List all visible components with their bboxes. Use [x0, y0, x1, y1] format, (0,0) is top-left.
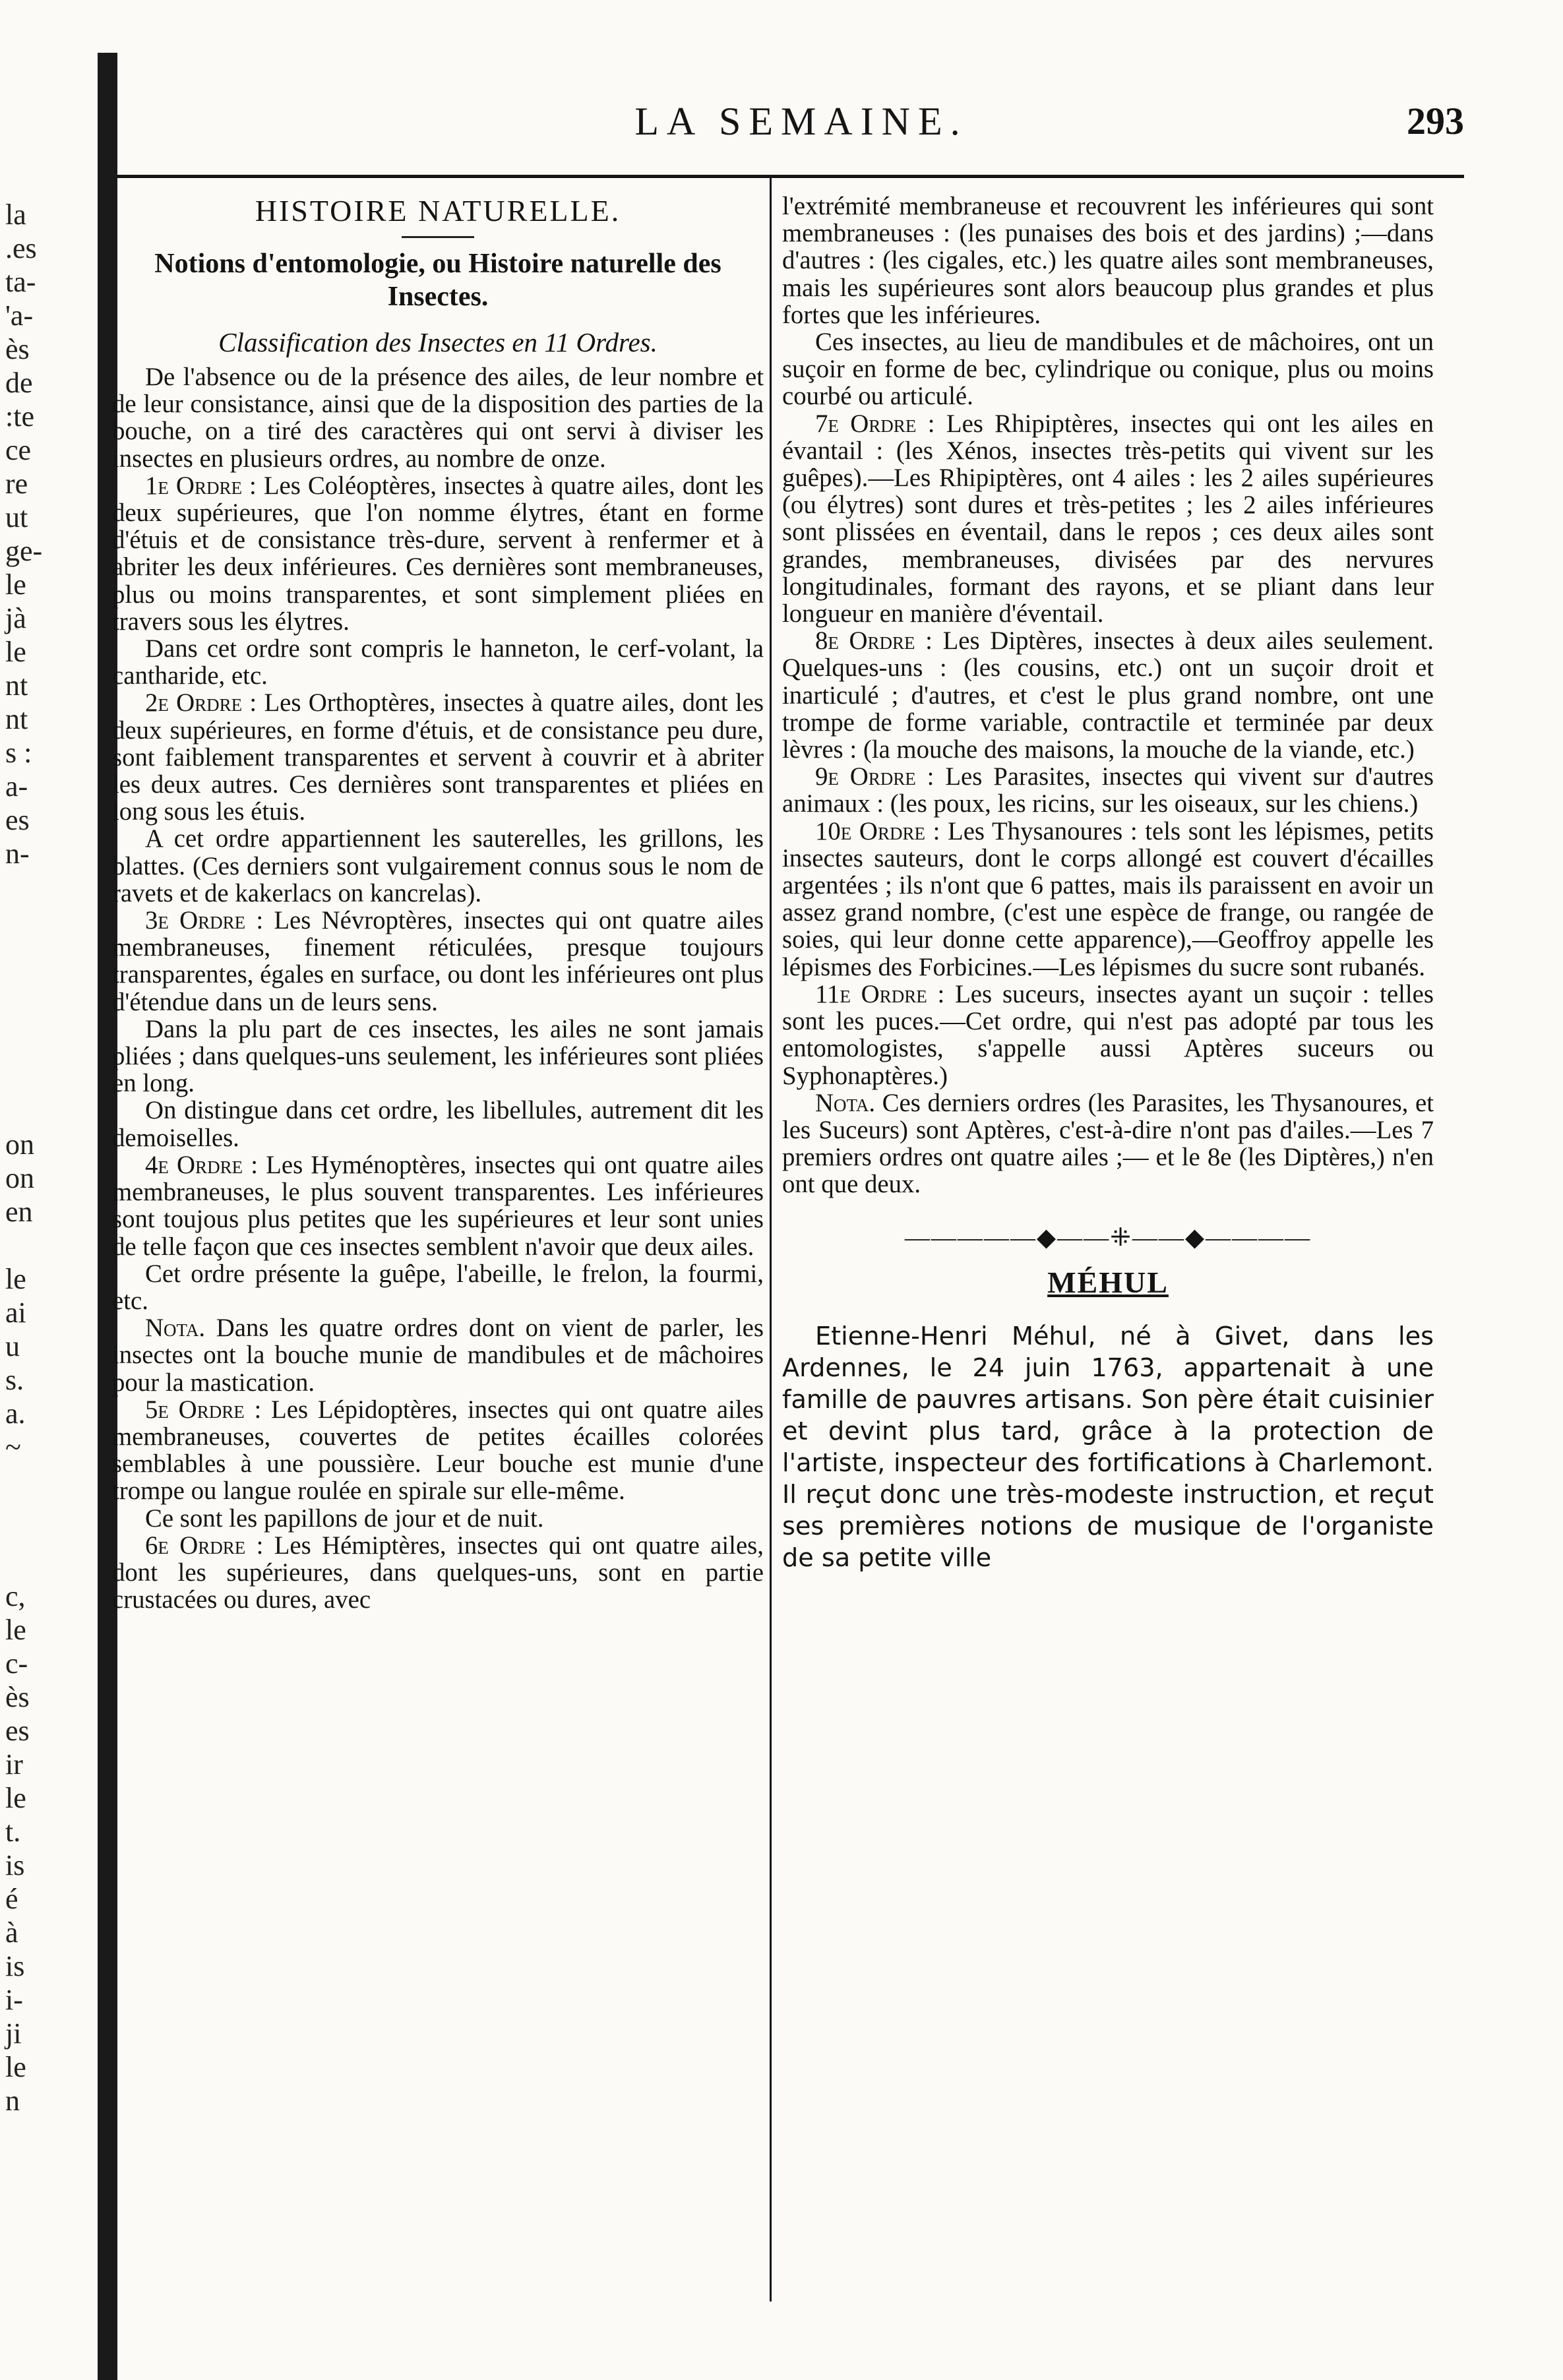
order-label: 7e Ordre :: [815, 409, 935, 438]
margin-fragment: is: [5, 1950, 25, 1982]
margin-fragment: ai: [5, 1297, 26, 1329]
margin-fragment: nt: [5, 703, 28, 735]
paragraph: [112, 363, 764, 472]
margin-fragment: ge-: [5, 535, 43, 567]
paragraph-text: On distingue dans cet ordre, les libellules, autrement dit les demoiselles.: [112, 1096, 764, 1152]
article-title: Notions d'entomologie, ou Histoire naturelle des Insectes.: [154, 249, 721, 312]
paragraph-text: Les Diptères, insectes à deux ailes seulement. Quelques-uns : (les cousins, etc.) ont un suçoir droit et inarticulé ; d'autres, et c'est le plus grand nombre, ont une trompe de forme variable, contractile et terminée par deux lèvres : (la mouche des maisons, la mouche de la viande, etc.): [782, 626, 1434, 764]
paragraph: [112, 635, 764, 689]
paragraph-text: A cet ordre appartiennent les sauterelles, les grillons, les blattes. (Ces derniers sont vulgairement connus sous le nom de ravets et de kakerlacs on kancrelas).: [112, 824, 764, 907]
margin-fragment: t.: [5, 1816, 21, 1848]
margin-fragment: ji: [5, 2017, 22, 2050]
paragraph-text: Les Parasites, insectes qui vivent sur d'autres animaux : (les poux, les ricins, sur les oiseaux, sur les chiens.): [782, 762, 1434, 818]
paragraph-text: Ce sont les papillons de jour et de nuit.: [145, 1504, 544, 1533]
order-label: 10e Ordre :: [815, 816, 940, 845]
paragraph: [112, 1314, 764, 1396]
paragraph-text: Les Hyménoptères, insectes qui ont quatre ailes membraneuses, le plus souvent transparentes. Les inférieures sont toujous plus petites que les supérieures et leur sont unies de telle façon que ces insectes semblent n'avoir que deux ailes.: [112, 1150, 764, 1261]
paragraph-text: Ces derniers ordres (les Parasites, les Thysanoures, et les Suceurs) sont Aptères, c'est-à-dire n'ont pas d'ailes.—Les 7 premiers ordres ont quatre ailes ;— et le 8e (les Diptères,) n'en ont que deux.: [782, 1088, 1434, 1199]
right-paragraphs: [782, 193, 1434, 1198]
paragraph: [782, 328, 1434, 410]
margin-fragment: à: [5, 1916, 18, 1949]
paragraph: [112, 689, 764, 825]
margin-fragment: c,: [5, 1580, 26, 1612]
paragraph-text: Les Orthoptères, insectes à quatre ailes, dont les deux supérieures, en forme d'étuis, et de consistance peu dure, sont faiblement transparentes et servent à couvrir et à abriter les deux autres. Ces dernières sont transparentes et pliées en long sous les étuis.: [112, 688, 764, 826]
margin-fragment: é: [5, 1883, 18, 1915]
margin-fragment: le: [5, 636, 26, 668]
paragraph: [112, 1016, 764, 1097]
paragraph: [112, 1260, 764, 1314]
paragraph-text: Les Hémiptères, insectes qui ont quatre ailes, dont les supérieures, dans quelques-uns, sont en partie crustacées ou dures, avec: [112, 1531, 764, 1614]
order-label: 2e Ordre :: [145, 688, 257, 717]
paragraph: [782, 410, 1434, 628]
paragraph-text: Cet ordre présente la guêpe, l'abeille, le frelon, la fourmi, etc.: [112, 1259, 764, 1315]
order-label: 6e Ordre :: [145, 1531, 264, 1560]
order-label: 1e Ordre :: [145, 471, 257, 500]
running-head: [138, 99, 1464, 152]
margin-fragment: s.: [5, 1364, 24, 1396]
paragraph-text: De l'absence ou de la présence des ailes, de leur nombre et de leur consistance, ainsi que de la disposition des parties de la bouche, on a tiré des caractères qui ont servi à diviser les insectes en plusieurs ordres, au nombre de onze.: [112, 363, 764, 473]
order-label: 5e Ordre :: [145, 1395, 262, 1424]
paragraph: [782, 193, 1434, 328]
order-label: 8e Ordre :: [815, 626, 933, 656]
paragraph: [112, 1505, 764, 1532]
margin-fragment: ~: [5, 1431, 21, 1463]
margin-fragment: u: [5, 1330, 20, 1362]
margin-fragment: i-: [5, 1984, 23, 2016]
margin-fragment: on: [5, 1128, 34, 1161]
margin-fragment: is: [5, 1849, 25, 1881]
order-label: Nota.: [145, 1314, 206, 1343]
margin-fragment: de: [5, 367, 33, 399]
paragraph-text: Les Névroptères, insectes qui ont quatre ailes membraneuses, finement réticulées, presque toujours transparentes, égales en surface, ou dont les inférieures ont plus d'étendue dans un de leurs sens.: [112, 906, 764, 1016]
paragraph-text: Dans la plu part de ces insectes, les ailes ne sont jamais pliées ; dans quelques-uns seulement, les inférieures sont pliées en long.: [112, 1014, 764, 1098]
margin-fragment: le: [5, 1782, 26, 1814]
paragraph: [782, 1089, 1434, 1198]
column-rule: [770, 178, 772, 2302]
paragraph: [112, 1396, 764, 1505]
paragraph-text: Dans les quatre ordres dont on vient de parler, les insectes ont la bouche munie de mandibules et de mâchoires pour la mastication.: [112, 1314, 764, 1397]
margin-fragment: on: [5, 1162, 34, 1194]
margin-fragment: le: [5, 1614, 26, 1646]
paragraph: [112, 1097, 764, 1151]
margin-fragment: le: [5, 568, 26, 601]
margin-fragment: ès: [5, 1681, 30, 1713]
margin-fragment: 'a-: [5, 299, 34, 332]
paragraph: [112, 907, 764, 1016]
order-label: Nota.: [815, 1088, 876, 1117]
mehul-title: MÉHUL: [1047, 1265, 1169, 1299]
title-rule: [402, 236, 474, 238]
margin-fragment: en: [5, 1196, 33, 1228]
paragraph: [112, 1532, 764, 1614]
margin-fragment: a-: [5, 770, 28, 803]
margin-fragment: nt: [5, 669, 28, 702]
order-label: 9e Ordre :: [815, 762, 935, 791]
margin-fragment: jà: [5, 602, 26, 634]
margin-fragment: es: [5, 804, 30, 836]
margin-fragment: ta-: [5, 266, 36, 298]
order-label: 3e Ordre :: [145, 906, 264, 935]
margin-fragments-middle: [0, 1128, 89, 1464]
margin-fragment: ir: [5, 1748, 23, 1781]
section-ornament: —————◆——⁜——◆————: [904, 1223, 1312, 1252]
margin-fragment: es: [5, 1715, 30, 1747]
margin-fragment: n: [5, 2085, 20, 2117]
page-number: 293: [1407, 100, 1464, 142]
margin-fragments-upper: [0, 198, 89, 870]
left-column: [112, 193, 764, 1613]
margin-fragment: n-: [5, 838, 30, 870]
margin-fragment: c-: [5, 1647, 28, 1680]
section-title: HISTOIRE NATURELLE.: [255, 194, 621, 228]
paragraph-text: Les suceurs, insectes ayant un suçoir : telles sont les puces.—Cet ordre, qui n'est pas adopté par tous les entomologistes, s'appelle aussi Aptères suceurs ou Syphonaptères.): [782, 979, 1434, 1090]
margin-fragment: a.: [5, 1397, 26, 1430]
paragraph: [782, 981, 1434, 1089]
paragraph-text: Ces insectes, au lieu de mandibules et de mâchoires, ont un suçoir en forme de bec, cylindrique ou conique, plus ou moins courbé ou articulé.: [782, 328, 1434, 411]
header-rule: [117, 175, 1464, 178]
paragraph-text: Dans cet ordre sont compris le hanneton, le cerf-volant, la cantharide, etc.: [112, 634, 764, 690]
margin-fragment: la: [5, 198, 26, 231]
margin-fragment: :te: [5, 400, 34, 433]
left-paragraphs: [112, 363, 764, 1613]
margin-fragment: le: [5, 2051, 26, 2083]
mehul-paragraph: Etienne-Henri Méhul, né à Givet, dans les Ardennes, le 24 juin 1763, appartenait à une famille de pauvres artisans. Son père était cuisinier et devint plus tard, grâce à la protection de l'artiste, inspecteur des fortifications à Charlemont. Il reçut donc une très-modeste instruction, et reçut ses premières notions de musique de l'organiste de sa petite ville: [782, 1322, 1434, 1573]
order-label: 11e Ordre :: [815, 979, 945, 1008]
margin-fragment: [0, 1229, 89, 1262]
classification-subtitle: Classification des Insectes en 11 Ordres.: [218, 327, 658, 357]
right-column: [782, 193, 1434, 1574]
margin-fragment: re: [5, 468, 28, 500]
paragraph-text: Les Lépidoptères, insectes qui ont quatre ailes membraneuses, couvertes de petites écailles colorées semblables à une poussière. Leur bouche est munie d'une trompe ou langue roulée en spirale sur elle-même.: [112, 1395, 764, 1506]
paragraph: [782, 818, 1434, 981]
paragraph-text: Les Thysanoures : tels sont les lépismes, petits insectes sauteurs, dont le corps allongé est couvert d'écailles argentées ; ils n'ont que 6 pattes, mais ils paraissent en avoir un assez grand nombre, (c'est une espèce de frange, ou rangée de soies, qui leur donne cette apparence),—Geoffroy appelle les lépismes des Forbicines.—Les lépismes du sucre sont rubanés.: [782, 816, 1434, 981]
order-label: 4e Ordre :: [145, 1150, 258, 1179]
margin-fragment: .es: [5, 232, 37, 264]
margin-fragment: ce: [5, 434, 32, 466]
paragraph-text: l'extrémité membraneuse et recouvrent les inférieures qui sont membraneuses : (les punaises des bois et des jardins) ;—dans d'autres : (les cigales, etc.) les quatre ailes sont membraneuses, mais les supérieures sont alors beaucoup plus grandes et plus fortes que les inférieures.: [782, 192, 1434, 329]
margin-fragment: s :: [5, 737, 32, 769]
margin-fragment: ès: [5, 333, 30, 365]
margin-fragment: le: [5, 1263, 26, 1295]
margin-fragment: ut: [5, 501, 28, 534]
paragraph: [112, 472, 764, 635]
paragraph: [782, 627, 1434, 763]
paragraph: [782, 763, 1434, 817]
paragraph: [112, 1151, 764, 1260]
paragraph-text: Les Coléoptères, insectes à quatre ailes, dont les deux supérieures, que l'on nomme élytres, étant en forme d'étuis et de consistance très-dure, servent à renfermer et à abriter les deux inférieures. Ces dernières sont membraneuses, plus ou moins transparentes, et sont simplement pliées en travers sous les élytres.: [112, 471, 764, 636]
running-title: LA SEMAINE.: [634, 100, 968, 143]
paragraph: [112, 825, 764, 907]
margin-fragments-lower: [0, 1579, 89, 2118]
paragraph-text: Les Rhipiptères, insectes qui ont les ailes en évantail : (les Xénos, insectes très-petits qui vivent sur les guêpes).—Les Rhipiptères, ont 4 ailes : les 2 ailes supérieures (ou élytres) sont dures et très-petites ; les 2 ailes inférieures sont plissées en éventail, dans le repos ; ces deux ailes sont grandes, membraneuses, divisées par des nervures longitudinales, formant des rayons, et se pliant dans leur longueur en manière d'éventail.: [782, 409, 1434, 628]
